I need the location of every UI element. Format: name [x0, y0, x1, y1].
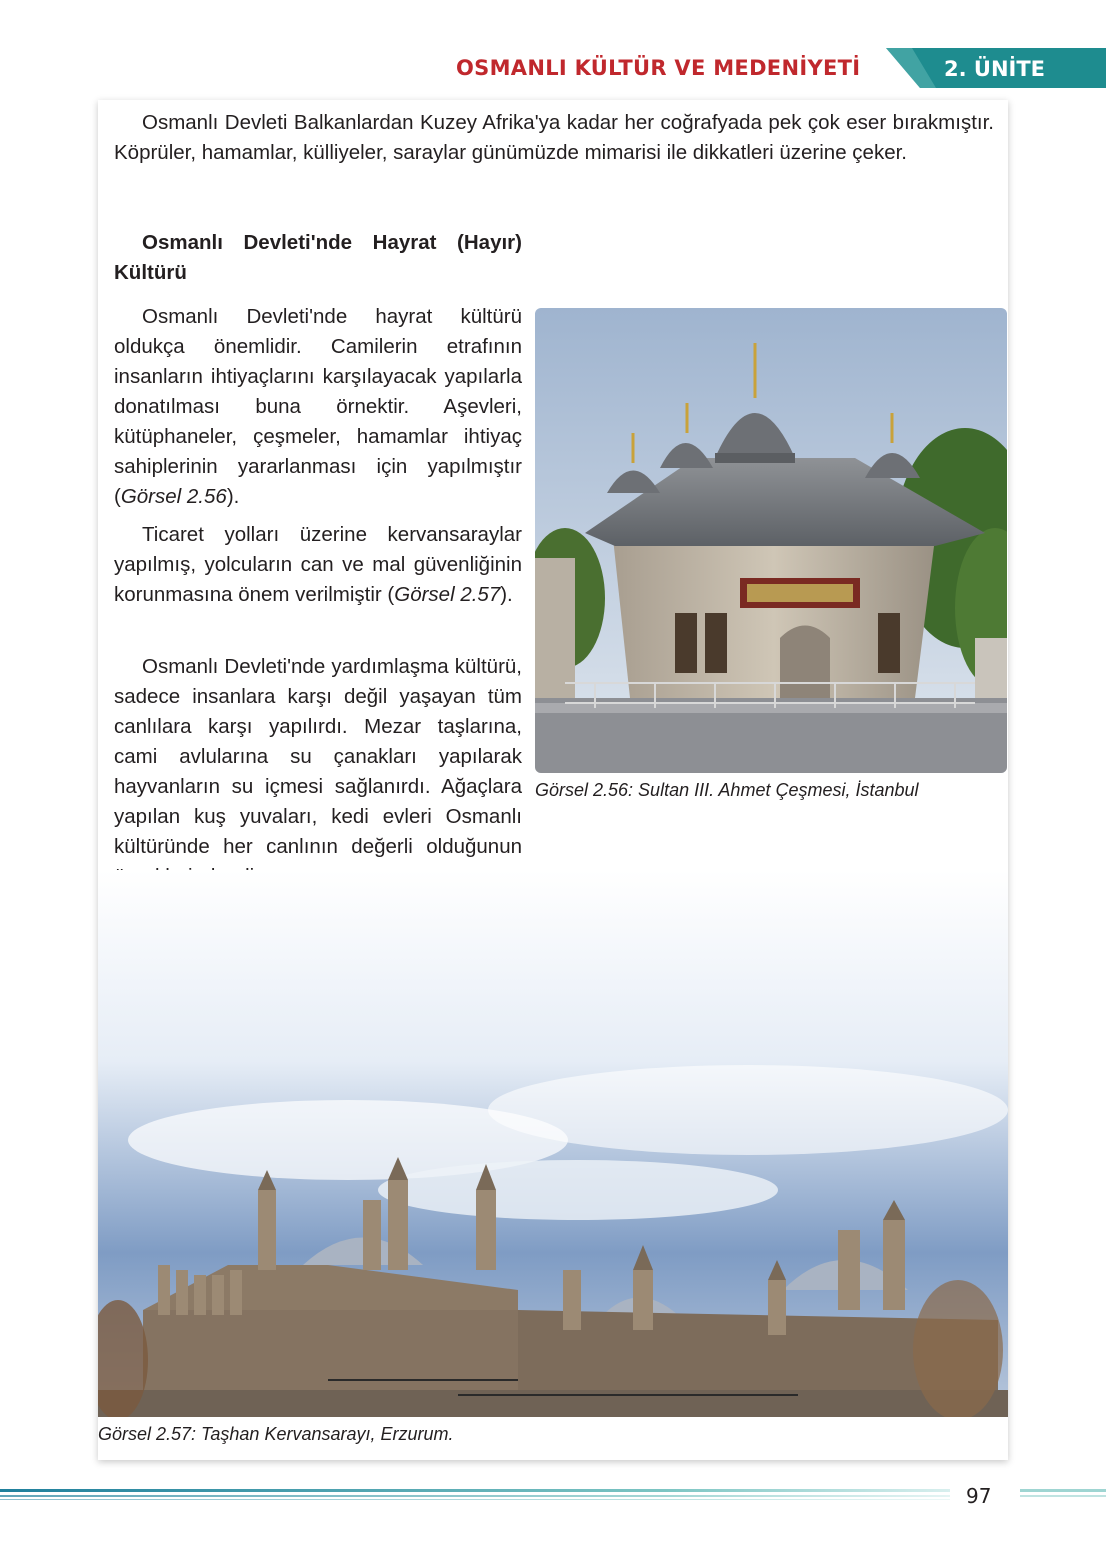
paragraph-2-text: Ticaret yolları üzerine kervansaraylar yapılmış, yolcuların can ve mal güvenliğinin korunmasına önem verilmiştir (	[114, 523, 522, 606]
footer-decoration	[0, 1486, 1106, 1506]
unit-label: 2. ÜNİTE	[944, 57, 1046, 81]
paragraph-2	[114, 520, 522, 610]
paragraph-3-text: Osmanlı Devleti'nde yardımlaşma kültürü, sadece insanlara karşı değil yaşayan tüm canlılara karşı yapılırdı. Mezar taşlarına, cami avlularına su çanakları yapılarak hayvanların su içmesi sağlanırdı. Ağaçlara yapılan kuş yuvaları, kedi evleri Osmanlı kültüründe her canlının değerli olduğunun	[114, 655, 522, 858]
intro-paragraph	[114, 108, 994, 168]
fountain-caption: Görsel 2.56: Sultan III. Ahmet Çeşmesi, İstanbul	[535, 780, 919, 800]
paragraph-1	[114, 302, 522, 512]
caravanserai-caption: Görsel 2.57: Taşhan Kervansarayı, Erzurum.	[98, 1424, 454, 1444]
paragraph-1-text: Osmanlı Devleti'nde hayrat kültürü oldukça önemlidir. Camilerin etrafının insanların ihtiyaçlarını karşılayacak yapılarla donatılması buna örnektir. Aşevleri, kütüphaneler, çeşmeler, hamamlar ihtiyaç sahiplerinin yararlanması için yapılmıştır (	[114, 305, 522, 508]
chapter-title: OSMANLI KÜLTÜR VE MEDENİYETİ	[456, 56, 861, 80]
paragraph-1-end: ).	[226, 485, 240, 508]
paragraph-3	[114, 652, 522, 892]
paragraph-2-end: ).	[500, 583, 513, 606]
paragraph-1-ref: Görsel 2.56	[120, 485, 227, 508]
section-heading-block	[114, 228, 522, 288]
section-heading: Osmanlı Devleti'nde Hayrat (Hayır) Kültürü	[114, 231, 522, 284]
intro-text: Osmanlı Devleti Balkanlardan Kuzey Afrika'ya kadar her coğrafyada pek çok eser bırakmıştır. Köprüler, hamamlar, külliyeler, saraylar günümüzde mimarisi ile dikkatleri üzerine çeker.	[114, 111, 994, 164]
paragraph-2-ref: Görsel 2.57	[394, 583, 501, 606]
fountain-photo	[535, 308, 1007, 773]
page-number: 97	[966, 1484, 992, 1508]
unit-tab	[886, 48, 1106, 88]
caravanserai-photo	[98, 870, 1008, 1417]
